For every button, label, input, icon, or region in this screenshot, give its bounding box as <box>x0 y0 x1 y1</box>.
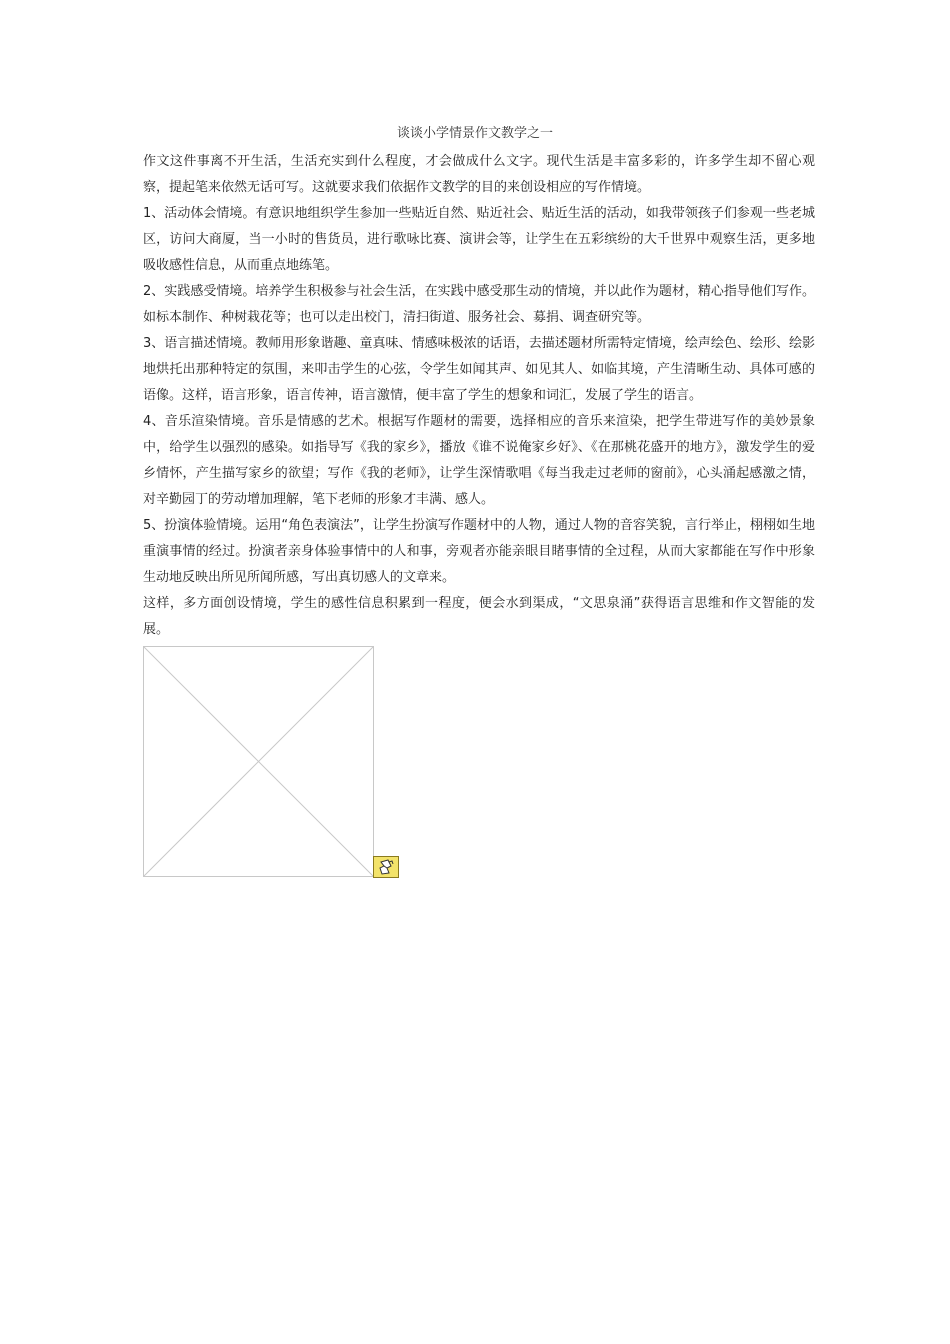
broken-image-icon <box>373 856 399 878</box>
paragraph-activity: 1、活动体会情境。有意识地组织学生参加一些贴近自然、贴近社会、贴近生活的活动，如我带领孩子们参观一些老城区，访问大商厦，当一小时的售货员，进行歌咏比赛、演讲会等，让学生在五彩缤纷的大千世界中观察生活，更多地吸收感性信息，从而重点地练笔。 <box>143 206 815 273</box>
document-title: 谈谈小学情景作文教学之一 <box>396 126 553 141</box>
paragraph-intro: 作文这件事离不开生活，生活充实到什么程度，才会做成什么文字。现代生活是丰富多彩的，许多学生却不留心观察，提起笔来依然无话可写。这就要求我们依据作文教学的目的来创设相应的写作情境。 <box>143 154 815 195</box>
missing-image-placeholder <box>143 646 374 877</box>
paragraph-practice: 2、实践感受情境。培养学生积极参与社会生活，在实践中感受那生动的情境，并以此作为题材，精心指导他们写作。如标本制作、种树栽花等；也可以走出校门，清扫街道、服务社会、募捐、调查研究等。 <box>143 284 815 325</box>
image-placeholder-frame <box>143 646 374 877</box>
paragraph-roleplay: 5、扮演体验情境。运用“角色表演法”，让学生扮演写作题材中的人物，通过人物的音容笑貌，言行举止，栩栩如生地重演事情的经过。扮演者亲身体验事情中的人和事，旁观者亦能亲眼目睹事情的全过程，从而大家都能在写作中形象生动地反映出所见所闻所感，写出真切感人的文章来。 <box>143 518 815 585</box>
paragraph-conclusion: 这样，多方面创设情境，学生的感性信息积累到一程度，便会水到渠成，“文思泉涌”获得语言思维和作文智能的发展。 <box>143 596 815 637</box>
paragraph-music: 4、音乐渲染情境。音乐是情感的艺术。根据写作题材的需要，选择相应的音乐来渲染，把学生带进写作的美妙景象中，给学生以强烈的感染。如指导写《我的家乡》，播放《谁不说俺家乡好》、《在那桃花盛开的地方》，激发学生的爱乡情怀，产生描写家乡的欲望；写作《我的老师》，让学生深情歌唱《每当我走过老师的窗前》，心头涌起感激之情，对辛勤园丁的劳动增加理解，笔下老师的形象才丰满、感人。 <box>143 414 815 507</box>
document-body <box>143 149 815 643</box>
paragraph-language: 3、语言描述情境。教师用形象谐趣、童真味、情感味极浓的话语，去描述题材所需特定情境，绘声绘色、绘形、绘影地烘托出那种特定的氛围，来叩击学生的心弦，令学生如闻其声、如见其人、如临其境，产生清晰生动、具体可感的语像。这样，语言形象，语言传神，语言激情，便丰富了学生的想象和词汇，发展了学生的语言。 <box>143 336 815 403</box>
